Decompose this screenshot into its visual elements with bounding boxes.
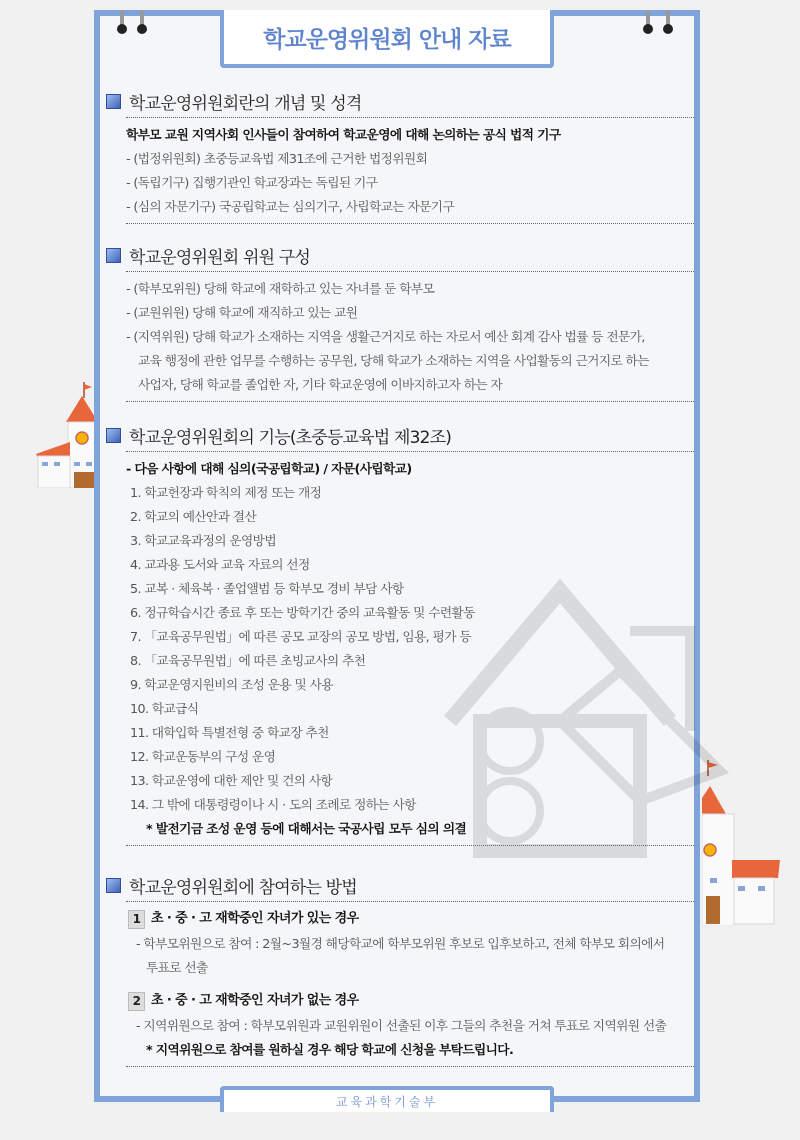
section-title: 학교운영위원회란의 개념 및 성격 [129, 93, 362, 114]
section-bullet-icon [106, 248, 121, 263]
list-item: - 학부모위원으로 참여 : 2월~3월경 해당학교에 학부모위원 후보로 입후보하고, 전체 학부모 회의에서 [136, 936, 665, 951]
section-lead: - 다음 사항에 대해 심의(국공립학교) / 자문(사립학교) [126, 461, 412, 476]
list-item: 9. 학교운영지원비의 조성 운용 및 사용 [130, 677, 333, 692]
divider [126, 117, 694, 118]
case-title: 초 · 중 · 고 재학중인 자녀가 없는 경우 [151, 993, 359, 1008]
section-note: * 발전기금 조성 운영 등에 대해서는 국공사립 모두 심의 의결 [146, 821, 467, 836]
footer-org: 교육과학기술부 [220, 1086, 554, 1112]
section-bullet-icon [106, 428, 121, 443]
divider [126, 1066, 694, 1067]
binder-ring-icon [136, 10, 148, 36]
list-item: - (독립기구) 집행기관인 학교장과는 독립된 기구 [126, 175, 378, 190]
binder-ring-icon [116, 10, 128, 36]
divider [126, 845, 694, 846]
binder-ring-icon [662, 10, 674, 36]
section-bullet-icon [106, 94, 121, 109]
list-item-continuation: 사업자, 당해 학교를 졸업한 자, 기타 학교운영에 이바지하고자 하는 자 [138, 377, 503, 392]
divider [126, 271, 694, 272]
divider [126, 401, 694, 402]
case-heading [106, 906, 694, 932]
list-item: 10. 학교급식 [130, 701, 199, 716]
page-title: 학교운영위원회 안내 자료 [220, 10, 554, 68]
list-item-continuation: 투표로 선출 [146, 960, 208, 975]
divider [126, 901, 694, 902]
list-item: 13. 학교운영에 대한 제안 및 건의 사항 [130, 773, 333, 788]
section-note: * 지역위원으로 참여를 원하실 경우 해당 학교에 신청을 부탁드립니다. [146, 1042, 514, 1057]
divider [126, 223, 694, 224]
list-item: - (교원위원) 당해 학교에 재직하고 있는 교원 [126, 305, 358, 320]
section-members [106, 242, 694, 402]
list-item: 8. 「교육공무원법」에 따른 초빙교사의 추천 [130, 653, 366, 668]
section-title: 학교운영위원회의 기능(초중등교육법 제32조) [129, 427, 452, 448]
list-item: 12. 학교운동부의 구성 운영 [130, 749, 276, 764]
section-functions [106, 422, 694, 846]
case-number: 2 [128, 992, 145, 1011]
section-lead: 학부모 교원 지역사회 인사들이 참여하여 학교운영에 대해 논의하는 공식 법적 기구 [126, 127, 561, 142]
house-icon-left [36, 382, 98, 488]
section-title: 학교운영위원회에 참여하는 방법 [129, 877, 357, 898]
list-item: 2. 학교의 예산안과 결산 [130, 509, 257, 524]
case-title: 초 · 중 · 고 재학중인 자녀가 있는 경우 [151, 911, 359, 926]
binder-ring-icon [642, 10, 654, 36]
list-item: 1. 학교헌장과 학칙의 제정 또는 개정 [130, 485, 322, 500]
list-item: - (법정위원회) 초중등교육법 제31조에 근거한 법정위원회 [126, 151, 428, 166]
list-item: 7. 「교육공무원법」에 따른 공모 교장의 공모 방법, 임용, 평가 등 [130, 629, 471, 644]
divider [126, 451, 694, 452]
list-item: 5. 교복 · 체육복 · 졸업앨범 등 학부모 경비 부담 사항 [130, 581, 404, 596]
list-item: - (지역위원) 당해 학교가 소재하는 지역을 생활근거지로 하는 자로서 예산 회계 감사 법률 등 전문가, [126, 329, 645, 344]
list-item: 4. 교과용 도서와 교육 자료의 선정 [130, 557, 310, 572]
case-heading [106, 988, 694, 1014]
list-item: - 지역위원으로 참여 : 학부모위원과 교원위원이 선출된 이후 그들의 추천을 거쳐 투표로 지역위원 선출 [136, 1018, 667, 1033]
list-item: - (심의 자문기구) 국공립학교는 심의기구, 사립학교는 자문기구 [126, 199, 455, 214]
list-item: 6. 정규학습시간 종료 후 또는 방학기간 중의 교육활동 및 수련활동 [130, 605, 475, 620]
section-concept [106, 88, 694, 224]
list-item: 14. 그 밖에 대통령령이나 시 · 도의 조례로 정하는 사항 [130, 797, 416, 812]
clock-icon [76, 432, 88, 444]
list-item: - (학부모위원) 당해 학교에 재학하고 있는 자녀를 둔 학부모 [126, 281, 435, 296]
list-item: 11. 대학입학 특별전형 중 학교장 추천 [130, 725, 329, 740]
list-item: 3. 학교교육과정의 운영방법 [130, 533, 276, 548]
section-bullet-icon [106, 878, 121, 893]
list-item-continuation: 교육 행정에 관한 업무를 수행하는 공무원, 당해 학교가 소재하는 지역을 사업활동의 근거지로 하는 [138, 353, 649, 368]
case-number: 1 [128, 910, 145, 929]
section-participation [106, 872, 694, 1067]
section-title: 학교운영위원회 위원 구성 [129, 247, 311, 268]
